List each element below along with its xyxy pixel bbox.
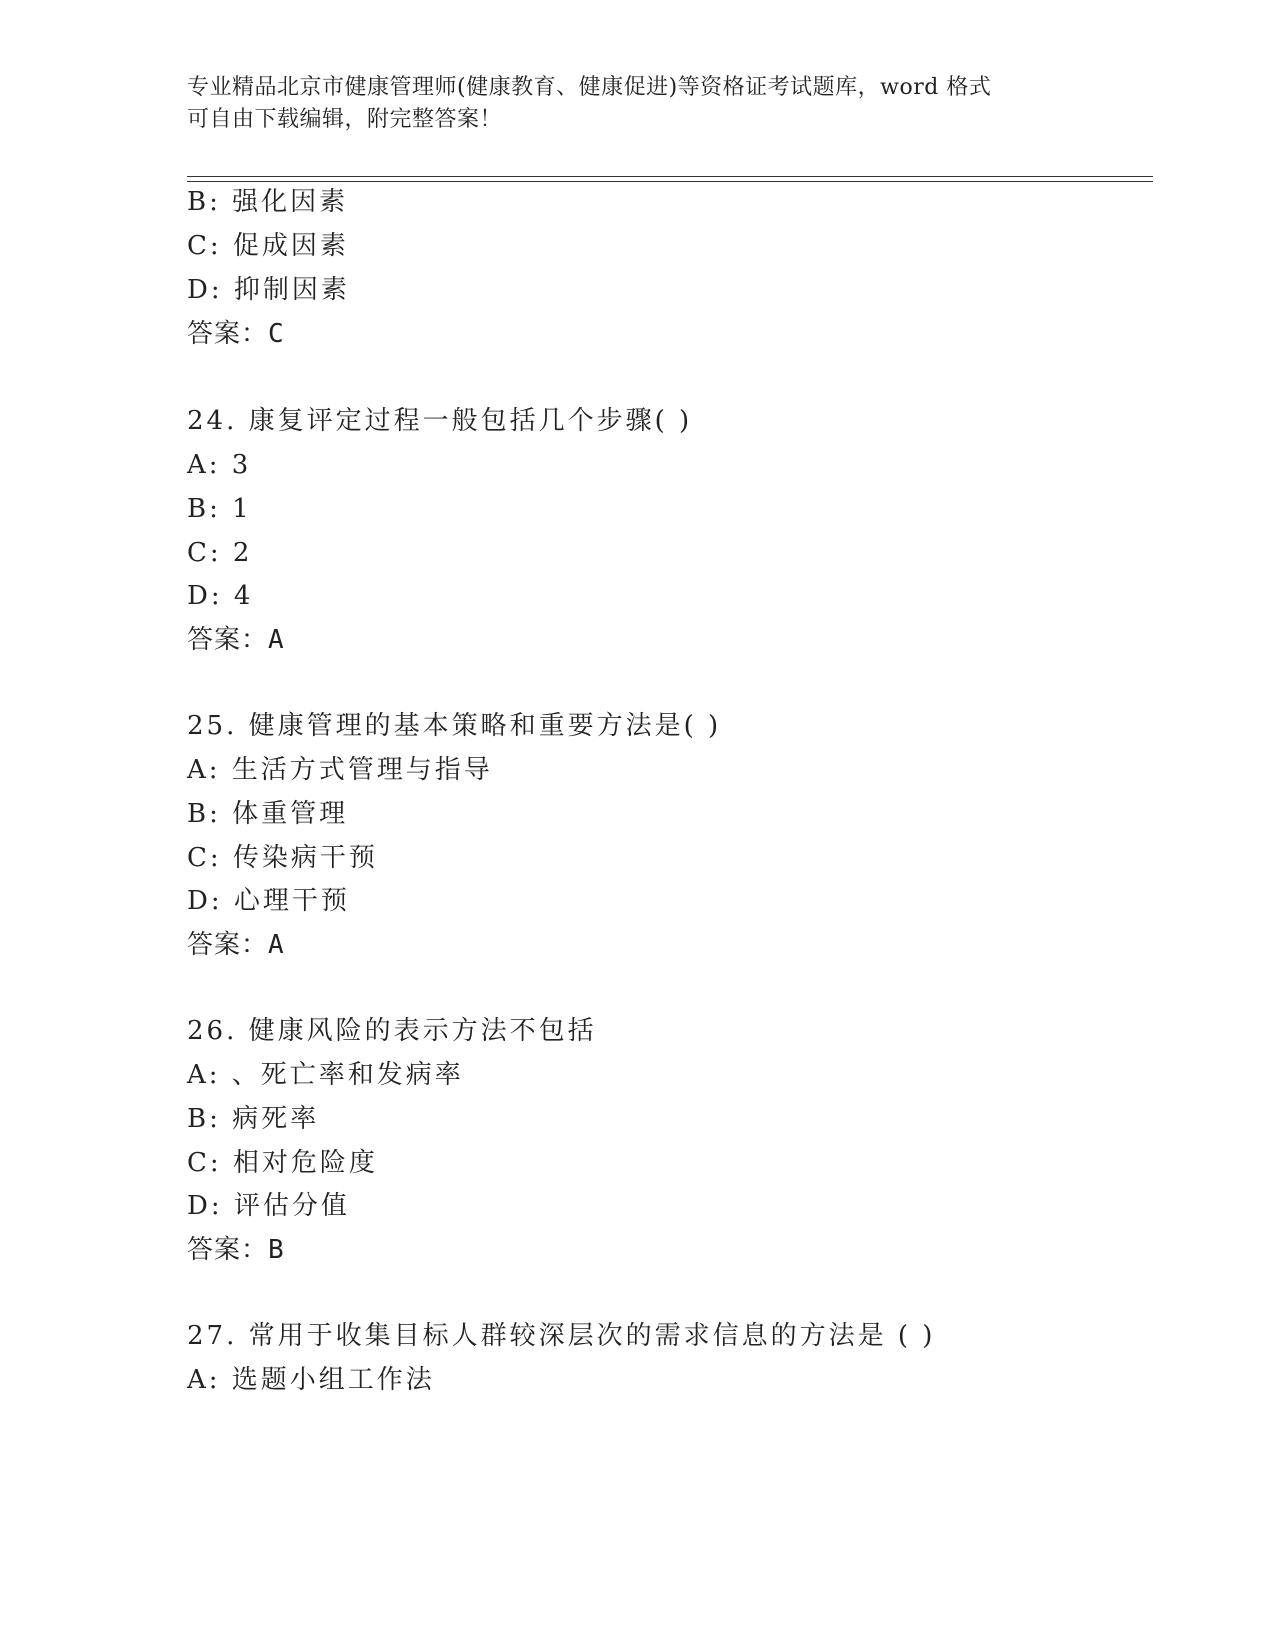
header-line-2: 可自由下载编辑，附完整答案！ bbox=[187, 107, 503, 132]
question-26-option-b: B: 病死率 bbox=[187, 1104, 320, 1134]
question-25-option-c: C: 传染病干预 bbox=[187, 843, 378, 873]
question-24-option-a: A: 3 bbox=[187, 450, 252, 480]
question-26-option-c: C: 相对危险度 bbox=[187, 1148, 378, 1178]
option-d-prev: D: 抑制因素 bbox=[187, 275, 350, 305]
question-25-option-b: B: 体重管理 bbox=[187, 799, 349, 829]
question-26: 26. 健康风险的表示方法不包括 bbox=[187, 1016, 597, 1046]
question-25-option-d: D: 心理干预 bbox=[187, 886, 350, 916]
question-26-option-d: D: 评估分值 bbox=[187, 1191, 350, 1221]
question-25: 25. 健康管理的基本策略和重要方法是( ) bbox=[187, 711, 722, 741]
question-24-option-d: D: 4 bbox=[187, 581, 254, 611]
header-rule-bottom bbox=[187, 181, 1153, 182]
question-24-option-b: B: 1 bbox=[187, 494, 252, 524]
question-25-option-a: A: 生活方式管理与指导 bbox=[187, 755, 493, 785]
question-24: 24. 康复评定过程一般包括几个步骤( ) bbox=[187, 406, 693, 436]
document-header bbox=[187, 72, 1087, 136]
question-24-option-c: C: 2 bbox=[187, 538, 253, 568]
question-27-option-a: A: 选题小组工作法 bbox=[187, 1365, 435, 1395]
option-c-prev: C: 促成因素 bbox=[187, 231, 349, 261]
header-rule-top bbox=[187, 176, 1153, 177]
option-b-prev: B: 强化因素 bbox=[187, 187, 349, 217]
header-line-1: 专业精品北京市健康管理师(健康教育、健康促进)等资格证考试题库，word 格式 bbox=[187, 75, 992, 100]
question-25-answer: 答案：A bbox=[187, 930, 285, 960]
question-27: 27. 常用于收集目标人群较深层次的需求信息的方法是 ( ) bbox=[187, 1321, 936, 1351]
question-26-answer: 答案：B bbox=[187, 1235, 285, 1265]
answer-prev: 答案：C bbox=[187, 319, 285, 349]
question-24-answer: 答案：A bbox=[187, 625, 285, 655]
question-26-option-a: A: 、死亡率和发病率 bbox=[187, 1060, 464, 1090]
